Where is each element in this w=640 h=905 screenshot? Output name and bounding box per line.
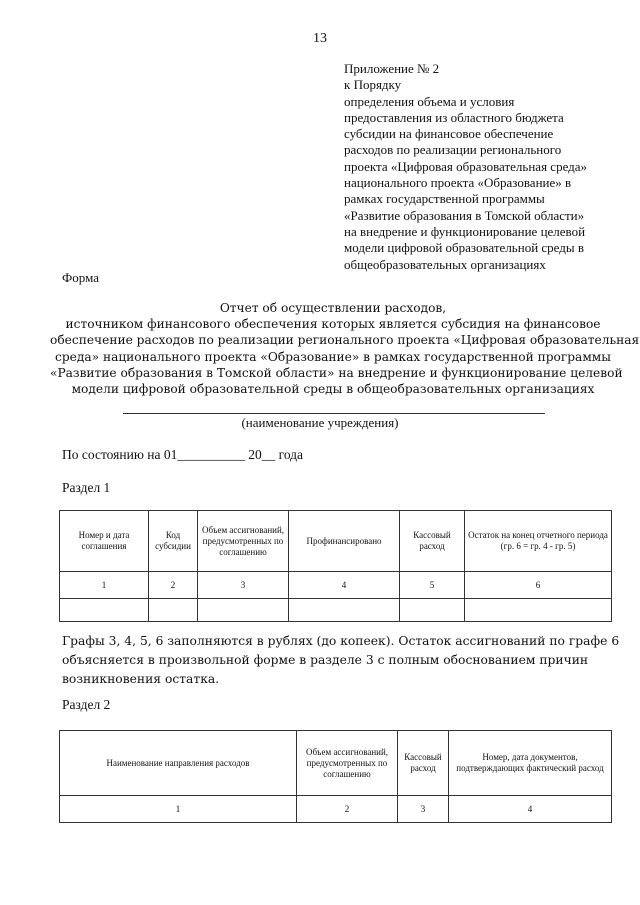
table-cell[interactable] — [149, 599, 198, 622]
column-header: Номер и дата соглашения — [60, 511, 149, 572]
column-number-row — [60, 572, 612, 599]
appendix-line: Приложение № 2 — [344, 61, 440, 76]
note-line: Графы 3, 4, 5, 6 заполняются в рублях (до копеек). Остаток ассигнований по графе 6 — [62, 634, 620, 648]
report-title-line: источником финансового обеспечения которых является субсидия на финансовое — [65, 317, 601, 332]
table-cell[interactable] — [289, 599, 400, 622]
section2-title: Раздел 2 — [62, 697, 111, 712]
section1-note — [62, 632, 620, 689]
report-title-line: «Развитие образования в Томской области» на внедрение и функционирование целевой — [50, 365, 623, 380]
report-title-line: среда» национального проекта «Образование» в рамках государственной программы — [55, 349, 611, 364]
date-line: По состоянию на 01__________ 20__ года — [62, 447, 304, 462]
form-label: Форма — [62, 270, 99, 285]
appendix-line: предоставления из областного бюджета — [344, 109, 564, 125]
report-title — [50, 300, 640, 397]
section2-table — [59, 730, 612, 823]
column-number: 2 — [297, 796, 398, 823]
note-line: возникновения остатка. — [62, 672, 220, 686]
page-number: 13 — [313, 31, 327, 46]
column-header: Профинансировано — [289, 511, 400, 572]
report-title-line: Отчет об осуществлении расходов, — [219, 301, 447, 315]
table-header-row — [60, 731, 612, 796]
appendix-line: национального проекта «Образование» в — [344, 175, 572, 191]
column-number-row — [60, 796, 612, 823]
appendix-line: общеобразовательных организациях — [344, 256, 546, 272]
appendix-line: «Развитие образования в Томской области» — [344, 207, 585, 223]
column-number: 4 — [289, 572, 400, 599]
table-cell[interactable] — [465, 599, 612, 622]
appendix-line: к Порядку — [344, 77, 402, 93]
table-cell[interactable] — [60, 599, 149, 622]
institution-caption: (наименование учреждения) — [241, 415, 399, 430]
column-header: Код субсидии — [149, 511, 198, 572]
appendix-header — [344, 61, 624, 273]
appendix-line: на внедрение и функционирование целевой — [344, 223, 586, 239]
report-title-line: модели цифровой образовательной среды в общеобразовательных организациях — [71, 382, 595, 397]
column-number: 2 — [149, 572, 198, 599]
column-number: 3 — [198, 572, 289, 599]
appendix-line: определения объема и условия — [344, 93, 515, 109]
table-cell[interactable] — [400, 599, 465, 622]
section1-table — [59, 510, 612, 622]
column-number: 1 — [60, 572, 149, 599]
report-title-line: обеспечение расходов по реализации регионального проекта «Цифровая образовательная — [50, 333, 640, 348]
column-number: 5 — [400, 572, 465, 599]
column-header: Остаток на конец отчетного периода (гр. 6 = гр. 4 - гр. 5) — [465, 511, 612, 572]
appendix-line: проекта «Цифровая образовательная среда» — [344, 158, 588, 174]
section1-title: Раздел 1 — [62, 480, 111, 495]
column-number: 6 — [465, 572, 612, 599]
column-number: 4 — [449, 796, 612, 823]
column-number: 1 — [60, 796, 297, 823]
column-header: Кассовый расход — [400, 511, 465, 572]
note-line: объясняется в произвольной форме в разделе 3 с полным обоснованием причин — [62, 653, 589, 667]
appendix-line: рамках государственной программы — [344, 191, 545, 207]
table-row — [60, 599, 612, 622]
appendix-line: субсидии на финансовое обеспечение — [344, 126, 554, 142]
appendix-line: расходов по реализации регионального — [344, 142, 562, 158]
appendix-line: модели цифровой образовательной среды в — [344, 240, 585, 256]
column-header: Объем ассигнований, предусмотренных по соглашению — [198, 511, 289, 572]
table-header-row — [60, 511, 612, 572]
column-header: Кассовый расход — [398, 731, 449, 796]
column-header: Объем ассигнований, предусмотренных по соглашению — [297, 731, 398, 796]
column-header: Номер, дата документов, подтверждающих фактический расход — [449, 731, 612, 796]
column-header: Наименование направления расходов — [60, 731, 297, 796]
table-cell[interactable] — [198, 599, 289, 622]
column-number: 3 — [398, 796, 449, 823]
institution-name-line[interactable] — [123, 413, 545, 414]
